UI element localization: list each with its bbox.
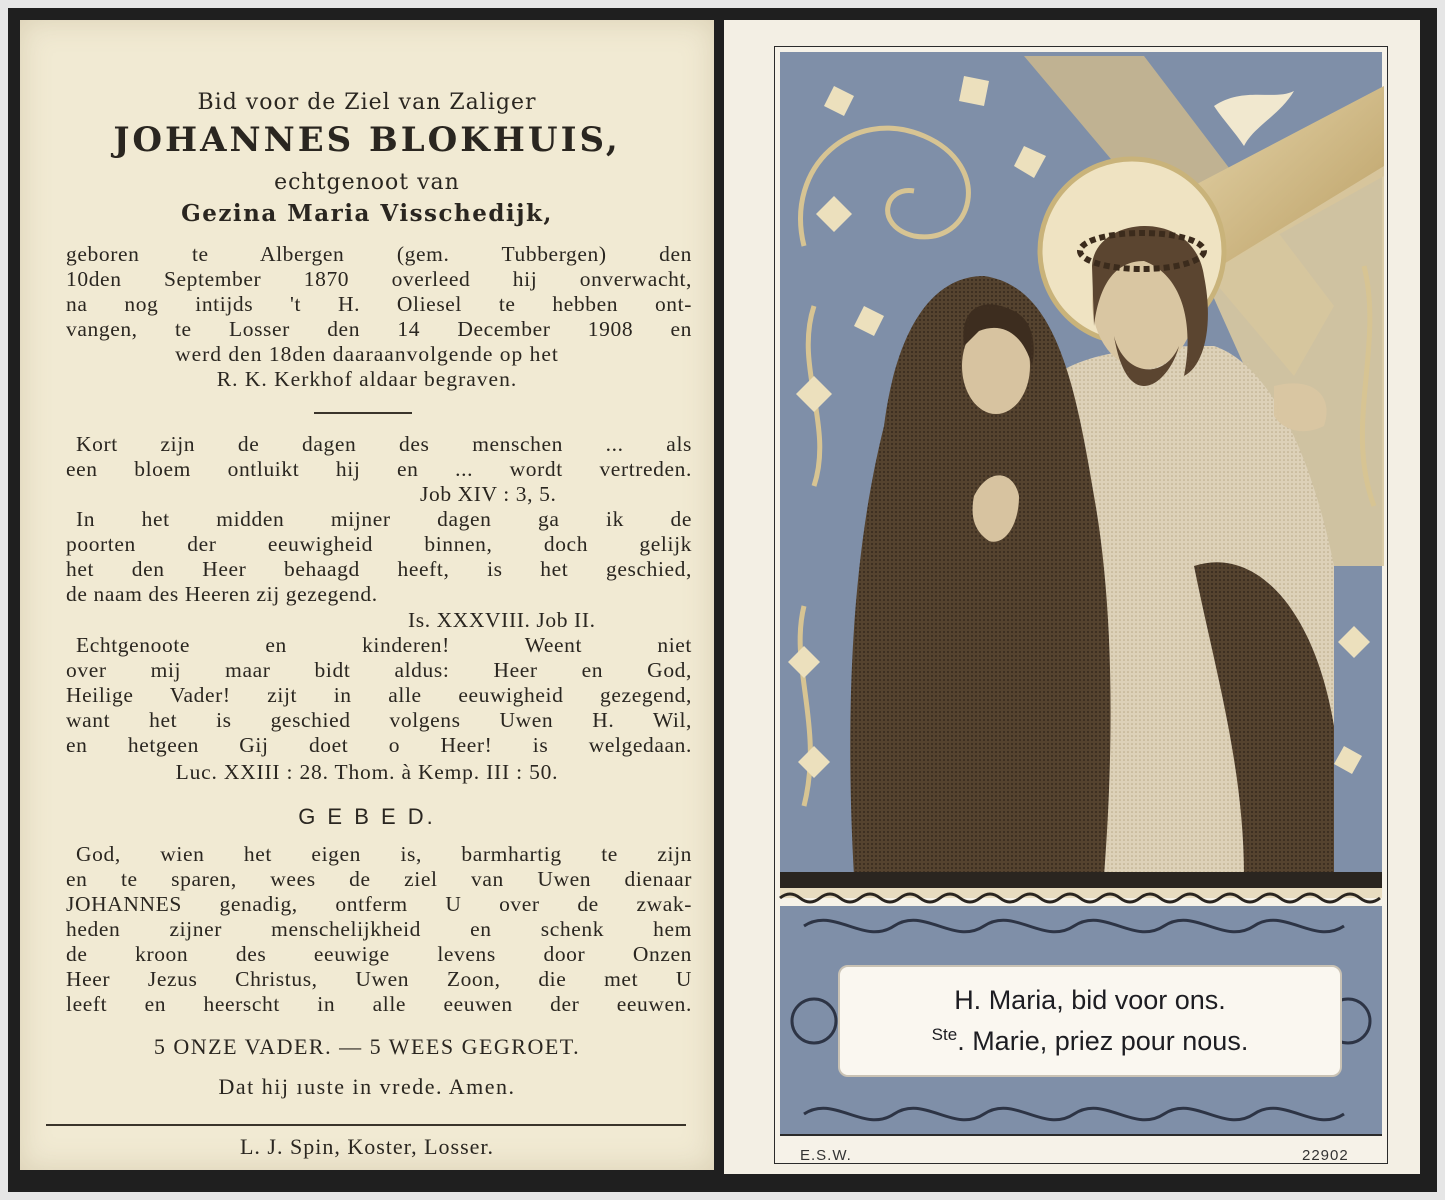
catalog-number: 22902	[1302, 1147, 1349, 1164]
verse-line: over mij maar bidt aldus: Heer en God,	[66, 658, 692, 682]
prayer-line: leeft en heerscht in alle eeuwen der eeuwen.	[66, 992, 692, 1016]
caption-french-text: . Marie, priez pour nous.	[957, 1026, 1249, 1056]
bio-line: R. K. Kerkhof aldaar begraven.	[216, 367, 518, 391]
verse-line: het den Heer behaagd heeft, is het geschied,	[66, 557, 692, 581]
deceased-name: JOHANNES BLOKHUIS,	[113, 120, 621, 160]
prayer-line: God, wien het eigen is, barmhartig te zijn	[76, 842, 692, 866]
printer-credit: L. J. Spin, Koster, Losser.	[239, 1134, 495, 1159]
bio-line: vangen, te Losser den 14 December 1908 en	[66, 317, 692, 341]
prayer-line: Heer Jezus Christus, Uwen Zoon, die met U	[66, 967, 692, 991]
verse-line: en hetgeen Gij doet o Heer! is welgedaan.	[66, 733, 692, 757]
footer-divider	[46, 1124, 686, 1126]
caption-french-superscript: Ste	[931, 1025, 958, 1044]
prayer-line: JOHANNES genadig, ontferm U over de zwak-	[66, 892, 692, 916]
header-text: Bid voor de Ziel van Zaliger	[197, 90, 537, 115]
verse-reference: Luc. XXIII : 28. Thom. à Kemp. III : 50.	[175, 760, 559, 784]
verse-line: Echtgenoote en kinderen! Weent niet	[76, 633, 692, 657]
verse-line: want het is geschied volgens Uwen H. Wil,	[66, 708, 692, 732]
bio-line: geboren te Albergen (gem. Tubbergen) den	[66, 242, 692, 266]
prayer-line: de kroon des eeuwige levens door Onzen	[66, 942, 692, 966]
closing-amen: Dat hij ıuste in vrede. Amen.	[218, 1074, 516, 1099]
verse-line: een bloem ontluikt hij en ... wordt vertreden.	[66, 457, 692, 481]
prayer-title: G E B E D.	[298, 804, 436, 829]
verse-line: poorten der eeuwigheid binnen, doch gelijk	[66, 532, 692, 556]
caption-plaque	[838, 965, 1342, 1077]
verse-line: Kort zijn de dagen des menschen ... als	[76, 432, 692, 456]
prayer-count: 5 ONZE VADER. — 5 WEES GEGROET.	[153, 1034, 581, 1059]
publisher-mark: E.S.W.	[800, 1147, 852, 1164]
prayer-line: en te sparen, wees de ziel van Uwen dienaar	[66, 867, 692, 891]
verse-reference: Job XIV : 3, 5.	[420, 482, 557, 506]
relation-text: echtgenoot van	[274, 170, 460, 195]
prayer-line: heden zijner menschelijkheid en schenk hem	[66, 917, 692, 941]
bio-line: na nog intijds 't H. Oliesel te hebben ont-	[66, 292, 692, 316]
caption-french	[840, 1025, 1340, 1057]
verse-line: Heilige Vader! zijt in alle eeuwigheid gezegend,	[66, 683, 692, 707]
verse-line: In het midden mijner dagen ga ik de	[76, 507, 692, 531]
verse-line: de naam des Heeren zij gezegend.	[66, 582, 378, 606]
spouse-name: Gezina Maria Visschedijk,	[181, 200, 553, 227]
bio-line: werd den 18den daaraanvolgende op het	[175, 342, 559, 366]
divider	[314, 412, 412, 414]
caption-dutch: H. Maria, bid voor ons.	[954, 985, 1226, 1015]
verse-reference: Is. XXXVIII. Job II.	[408, 608, 596, 632]
bio-line: 10den September 1870 overleed hij onverwacht,	[66, 267, 692, 291]
devotional-image-card	[724, 20, 1420, 1174]
memorial-text-card	[20, 20, 714, 1170]
